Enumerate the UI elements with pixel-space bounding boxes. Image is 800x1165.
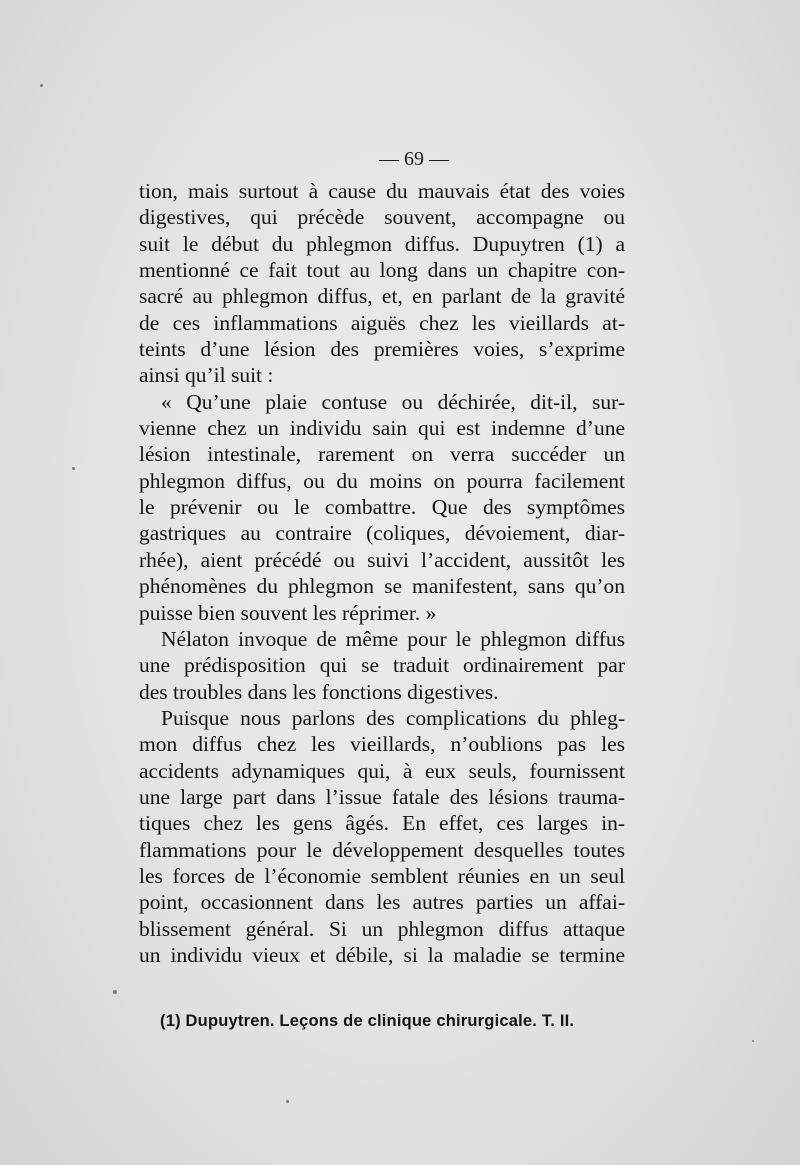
text-line: accidents adynamiques qui, à eux seuls, fournissent xyxy=(139,758,625,783)
text-line: une large part dans l’issue fatale des lésions trauma- xyxy=(139,784,625,809)
text-line: lésion intestinale, rarement on verra succéder un xyxy=(139,442,625,467)
text-line: puisse bien souvent les réprimer. » xyxy=(139,600,437,625)
text-line: « Qu’une plaie contuse ou déchirée, dit-il, sur- xyxy=(161,389,625,414)
page-number: — 69 — xyxy=(379,148,449,170)
body-text xyxy=(139,178,625,968)
text-line: gastriques au contraire (coliques, dévoiement, diar- xyxy=(139,521,625,546)
text-line: les forces de l’économie semblent réunies en un seul xyxy=(139,863,625,888)
text-line: ainsi qu’il suit : xyxy=(139,363,274,388)
text-line: sacré au phlegmon diffus, et, en parlant de la gravité xyxy=(139,284,625,309)
text-line: teints d’une lésion des premières voies, s’exprime xyxy=(139,337,625,362)
text-line: suit le début du phlegmon diffus. Dupuytren (1) a xyxy=(139,231,625,256)
text-line: vienne chez un individu sain qui est indemne d’une xyxy=(139,416,625,441)
text-line: tiques chez les gens âgés. En effet, ces larges in- xyxy=(139,811,625,836)
text-line: Nélaton invoque de même pour le phlegmon diffus xyxy=(161,626,625,651)
paper-speck xyxy=(752,1040,754,1042)
footnote: (1) Dupuytren. Leçons de clinique chirurgicale. T. II. xyxy=(160,1012,575,1030)
text-line: rhée), aient précédé ou suivi l’accident, aussitôt les xyxy=(139,547,625,572)
text-line: phénomènes du phlegmon se manifestent, sans qu’on xyxy=(139,574,625,599)
text-line: digestives, qui précède souvent, accompagne ou xyxy=(139,205,625,230)
text-line: mentionné ce fait tout au long dans un chapitre con- xyxy=(139,258,625,283)
text-line: phlegmon diffus, ou du moins on pourra facilement xyxy=(139,468,625,493)
text-line: des troubles dans les fonctions digestives. xyxy=(139,679,499,704)
text-line: flammations pour le développement desquelles toutes xyxy=(139,837,625,862)
text-line: une prédisposition qui se traduit ordinairement par xyxy=(139,653,625,678)
text-line: tion, mais surtout à cause du mauvais état des voies xyxy=(139,179,625,203)
paper-speck xyxy=(40,84,43,87)
text-line: un individu vieux et débile, si la maladie se termine xyxy=(139,942,625,967)
paper-speck xyxy=(72,467,75,470)
text-line: le prévenir ou le combattre. Que des symptômes xyxy=(139,495,625,520)
text-line: Puisque nous parlons des complications du phleg- xyxy=(161,705,625,730)
text-line: mon diffus chez les vieillards, n’oublions pas les xyxy=(139,732,625,757)
text-line: de ces inflammations aiguës chez les vieillards at- xyxy=(139,310,625,335)
text-line: point, occasionnent dans les autres parties un affai- xyxy=(139,890,625,915)
paper-speck xyxy=(286,1100,289,1103)
paper-speck xyxy=(113,990,117,994)
text-line: blissement général. Si un phlegmon diffus attaque xyxy=(139,916,625,941)
